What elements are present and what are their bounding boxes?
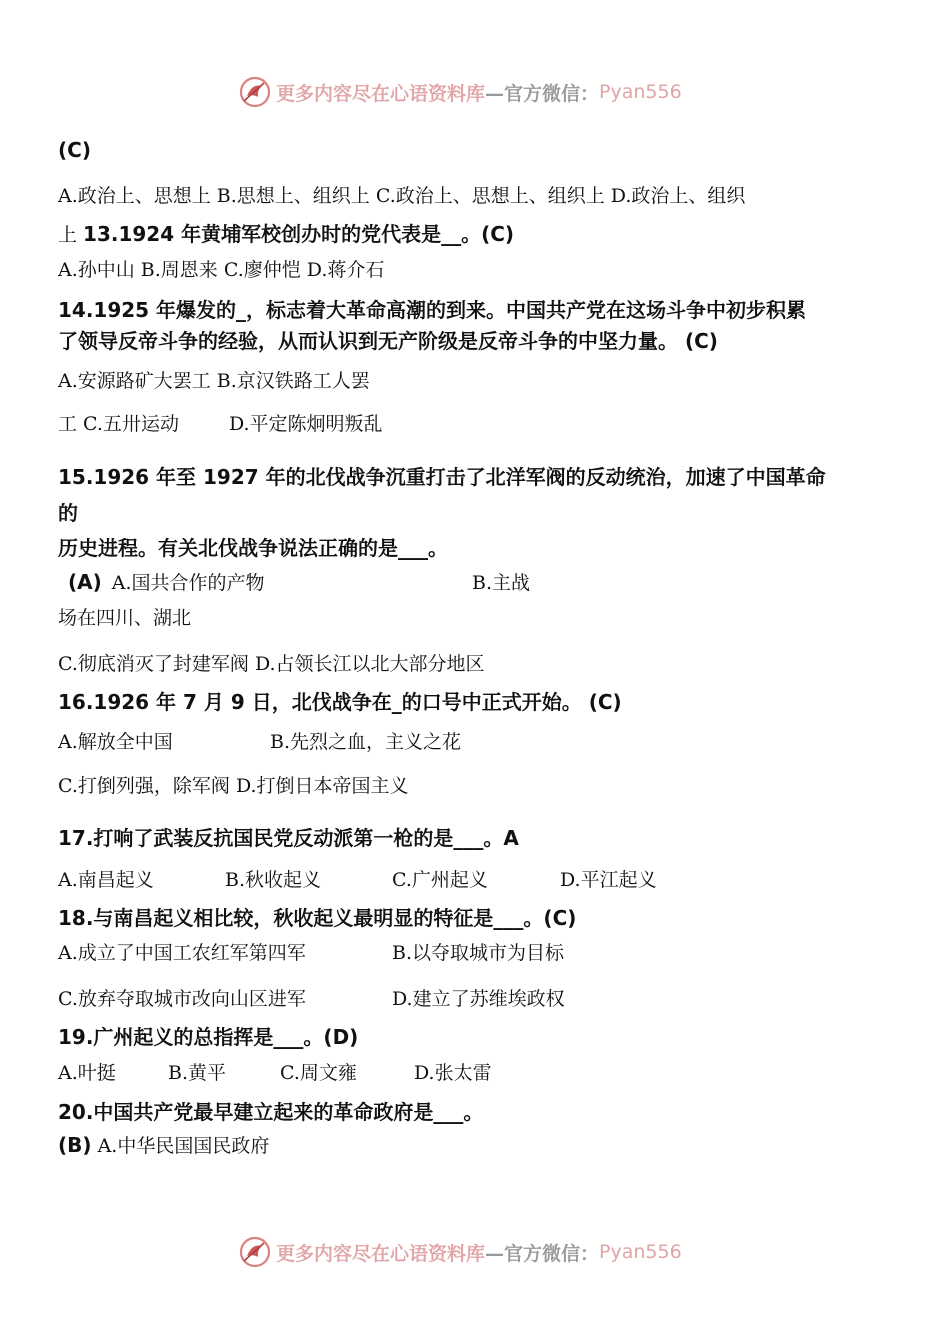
question-15: 15.1926 年至 1927 年的北伐战争沉重打击了北洋军阀的反动统治，加速了中国革命 xyxy=(58,465,826,489)
option-text: B.先烈之血，主义之花 xyxy=(270,731,462,753)
option-text: C.放弃夺取城市改向山区进军 xyxy=(58,988,306,1010)
options-line: C.彻底消灭了封建军阀 D.占领长江以北大部分地区 xyxy=(58,653,485,675)
option-text: A.解放全中国 xyxy=(58,731,173,753)
options-line: 场在四川、湖北 xyxy=(58,607,192,629)
watermark-separator: —官方微信： xyxy=(485,82,600,105)
options-line: A.政治上、思想上 B.思想上、组织上 C.政治上、思想上、组织上 D.政治上、组织 xyxy=(58,185,746,207)
option-text: A.国共合作的产物 xyxy=(111,572,265,594)
question-16: 16.1926 年 7 月 9 日，北伐战争在_的口号中正式开始。 (C) xyxy=(58,690,622,714)
question-14: 14.1925 年爆发的_，标志着大革命高潮的到来。中国共产党在这场斗争中初步积累 xyxy=(58,298,807,322)
watermark-brand: 更多内容尽在心语资料库 xyxy=(276,82,486,105)
option-text: B.主战 xyxy=(472,572,531,594)
question-20: 20.中国共产党最早建立起来的革命政府是___。 xyxy=(58,1100,484,1124)
answer: (A) xyxy=(68,570,102,594)
option-text: D.张太雷 xyxy=(414,1062,492,1084)
watermark-brand: 更多内容尽在心语资料库 xyxy=(276,1242,486,1265)
option-text: 工 C.五卅运动 xyxy=(58,413,179,435)
option-text: D.建立了苏维埃政权 xyxy=(392,988,565,1010)
answer-options-line xyxy=(58,1131,269,1158)
option-text: C.周文雍 xyxy=(280,1062,357,1084)
answer: (B) xyxy=(58,1133,92,1157)
answer-options-line xyxy=(68,568,265,595)
option-text: B.黄平 xyxy=(168,1062,227,1084)
question-13: 13.1924 年黄埔军校创办时的党代表是__。(C) xyxy=(83,222,515,246)
question-14-cont: 了领导反帝斗争的经验，从而认识到无产阶级是反帝斗争的中坚力量。 (C) xyxy=(58,329,718,353)
watermark-footer xyxy=(238,1234,682,1270)
question-18: 18.与南昌起义相比较，秋收起义最明显的特征是___。(C) xyxy=(58,906,577,930)
options-tail: 上 xyxy=(58,224,84,246)
option-text: A.成立了中国工农红军第四军 xyxy=(58,942,306,964)
question-15-cont: 的 xyxy=(58,501,78,525)
options-line: A.安源路矿大罢工 B.京汉铁路工人罢 xyxy=(58,370,370,392)
watermark-header xyxy=(238,74,682,110)
option-text: A.中华民国国民政府 xyxy=(91,1135,270,1157)
option-text: A.南昌起义 xyxy=(58,869,154,891)
brand-logo-icon xyxy=(238,1235,272,1269)
question-15-cont: 历史进程。有关北伐战争说法正确的是___。 xyxy=(58,536,448,560)
option-text: D.平江起义 xyxy=(560,869,657,891)
option-text: A.叶挺 xyxy=(58,1062,116,1084)
options-line: C.打倒列强，除军阀 D.打倒日本帝国主义 xyxy=(58,775,409,797)
option-text: D.平定陈炯明叛乱 xyxy=(228,413,383,435)
question-line xyxy=(58,218,514,247)
watermark-separator: —官方微信： xyxy=(485,1242,600,1265)
watermark-id: Pyan556 xyxy=(599,1241,682,1263)
brand-logo-icon xyxy=(238,75,272,109)
options-line: A.孙中山 B.周恩来 C.廖仲恺 D.蒋介石 xyxy=(58,259,385,281)
question-19: 19.广州起义的总指挥是___。(D) xyxy=(58,1025,359,1049)
options-line xyxy=(58,409,383,436)
answer-line: (C) xyxy=(58,138,91,162)
question-17: 17.打响了武装反抗国民党反动派第一枪的是___。A xyxy=(58,826,519,850)
watermark-id: Pyan556 xyxy=(599,81,682,103)
option-text: B.秋收起义 xyxy=(225,869,322,891)
option-text: C.广州起义 xyxy=(392,869,488,891)
option-text: B.以夺取城市为目标 xyxy=(392,942,565,964)
